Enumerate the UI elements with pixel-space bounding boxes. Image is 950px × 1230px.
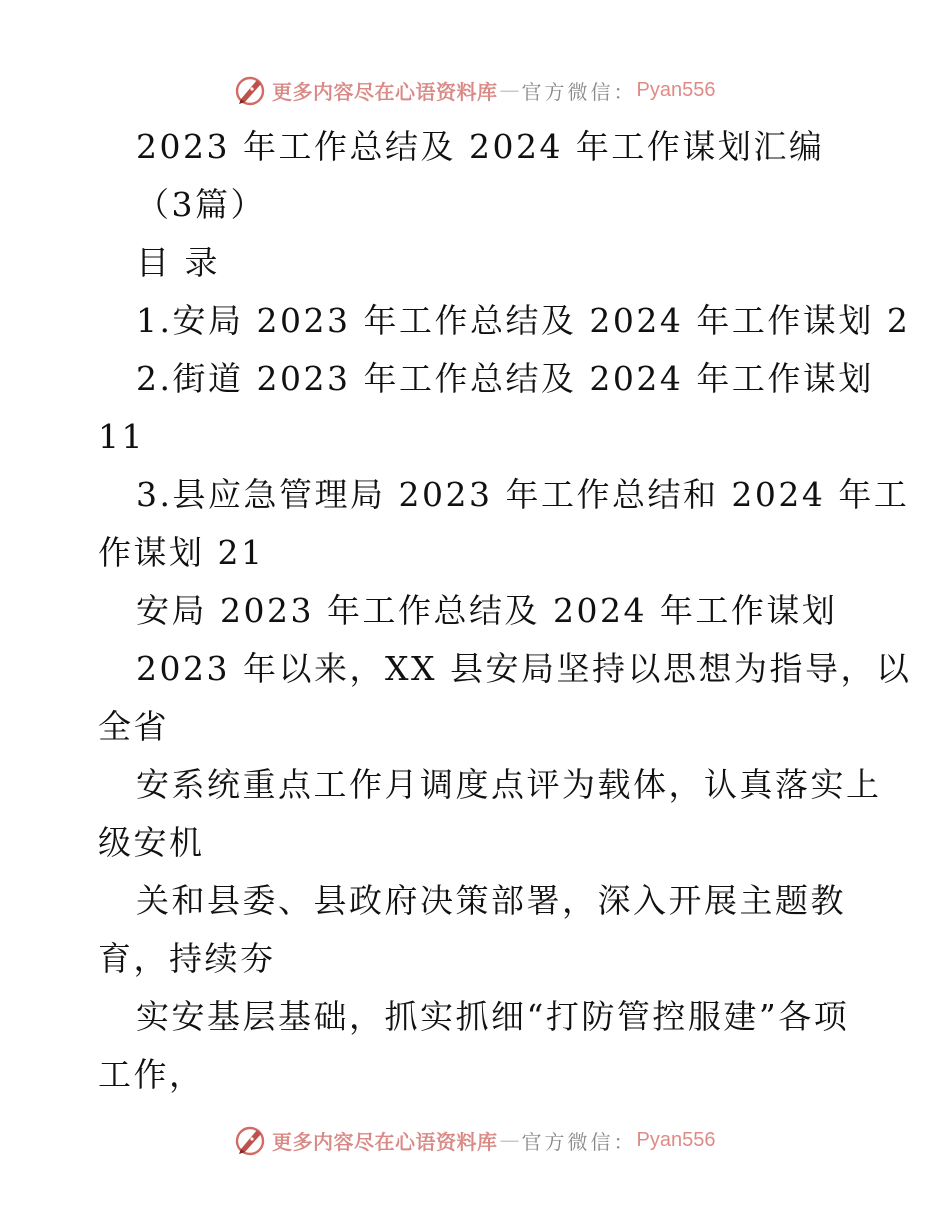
paragraph-line: 全省 [98,707,169,746]
paragraph-line: 关和县委、县政府决策部署，深入开展主题教 [136,881,846,920]
pen-nib-logo-icon [232,1122,268,1158]
toc-heading: 目 录 [136,243,220,282]
document-title-line-1: 2023 年工作总结及 2024 年工作谋划汇编 [136,127,825,166]
watermark-wechat-label: 官方微信： [521,79,637,104]
paragraph-line: 2023 年以来，XX 县安局坚持以思想为指导，以 [136,649,912,688]
toc-item-2: 2.街道 2023 年工作总结及 2024 年工作谋划 [136,359,874,398]
watermark-wechat-id: Pyan556 [636,1128,716,1151]
watermark-wechat-label: 官方微信： [521,1129,637,1154]
paragraph-line: 级安机 [98,823,205,862]
toc-item-3-continued: 作谋划 21 [98,533,265,572]
toc-item-3: 3.县应急管理局 2023 年工作总结和 2024 年工 [136,475,910,514]
watermark-brand-text: 更多内容尽在心语资料库 [272,1129,498,1154]
document-title-line-2: （3篇） [136,185,266,224]
document-body [0,118,950,1104]
section-title: 安局 2023 年工作总结及 2024 年工作谋划 [136,591,838,630]
paragraph-line: 工作， [98,1055,205,1094]
footer-watermark [232,1120,715,1160]
paragraph-line: 安系统重点工作月调度点评为载体，认真落实上 [136,765,882,804]
toc-item-2-page: 11 [98,417,145,456]
header-watermark [232,70,715,110]
paragraph-line: 实安基层基础，抓实抓细“打防管控服建”各项 [136,997,850,1036]
watermark-dash: — [499,1128,520,1152]
watermark-dash: — [499,78,520,102]
paragraph-line: 育，持续夯 [98,939,276,978]
toc-item-1: 1.安局 2023 年工作总结及 2024 年工作谋划 2 [136,301,911,340]
watermark-brand-text: 更多内容尽在心语资料库 [272,79,498,104]
pen-nib-logo-icon [232,72,268,108]
watermark-wechat-id: Pyan556 [636,78,716,101]
